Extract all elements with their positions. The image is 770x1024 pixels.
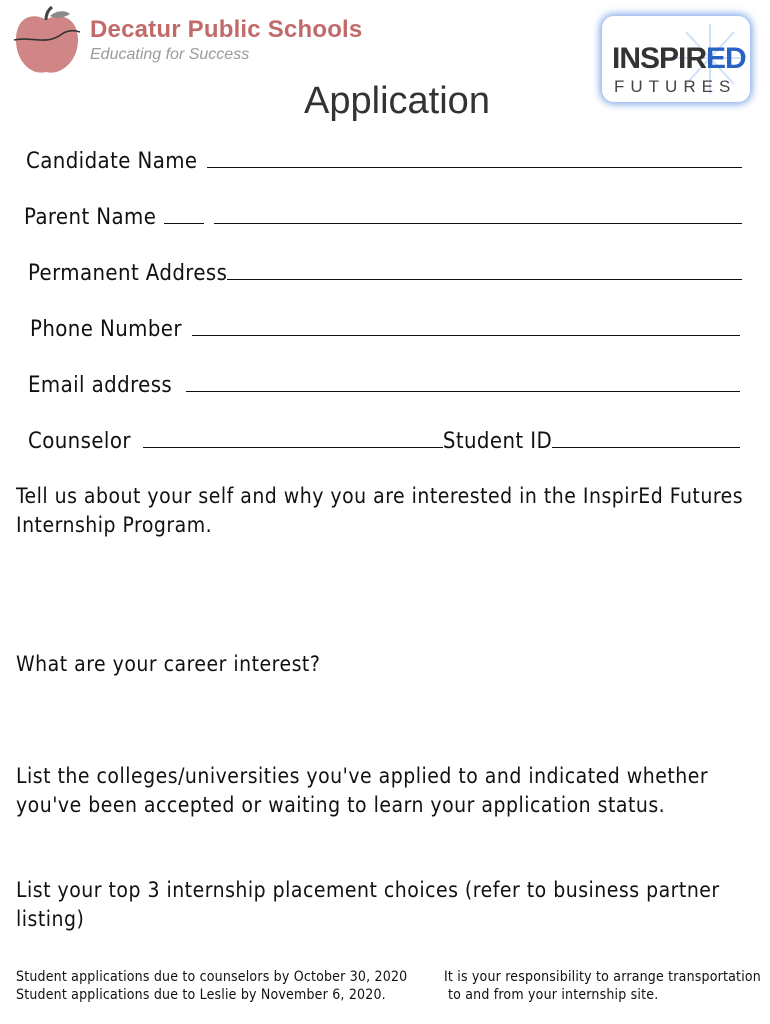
- school-name: Decatur Public Schools: [90, 16, 363, 43]
- email-address-label: Email address: [28, 373, 173, 398]
- question-about-yourself: Tell us about your self and why you are interested in the InspirEd Futures Internship Program.: [16, 484, 744, 537]
- permanent-address-label: Permanent Address: [28, 261, 228, 286]
- candidate-name-field[interactable]: [26, 144, 742, 174]
- svg-text:INSPIRED: [612, 42, 746, 75]
- phone-number-line[interactable]: [192, 335, 740, 336]
- student-id-label: Student ID: [442, 429, 553, 454]
- footer-deadline-counselors: Student applications due to counselors by October 30, 2020: [16, 969, 408, 985]
- permanent-address-field[interactable]: [28, 256, 742, 286]
- parent-name-line[interactable]: [214, 223, 742, 224]
- logo-word-ed: ED: [706, 42, 746, 75]
- footer-transportation-note: It is your responsibility to arrange transportation: [444, 969, 761, 985]
- email-address-line[interactable]: [186, 391, 740, 392]
- question-career-interest: What are your career interest?: [16, 652, 321, 676]
- counselor-student-id-field[interactable]: [28, 424, 740, 454]
- candidate-name-line[interactable]: [207, 167, 742, 168]
- logo-word-futures: FUTURES: [614, 77, 737, 96]
- footer-transportation-note-2: to and from your internship site.: [448, 987, 659, 1003]
- question-colleges-applied: List the colleges/universities you've applied to and indicated whether you've been accepted or waiting to learn your application status.: [16, 764, 709, 817]
- permanent-address-line[interactable]: [227, 279, 742, 280]
- apple-logo-icon: [12, 6, 82, 78]
- logo-word-inspir: INSPIR: [612, 42, 707, 75]
- phone-number-label: Phone Number: [30, 317, 182, 342]
- student-id-line[interactable]: [552, 447, 740, 448]
- candidate-name-label: Candidate Name: [26, 149, 198, 174]
- footer-deadline-leslie: Student applications due to Leslie by November 6, 2020.: [16, 987, 386, 1003]
- school-tagline: Educating for Success: [90, 46, 250, 63]
- phone-number-field[interactable]: [30, 312, 740, 342]
- counselor-label: Counselor: [28, 429, 131, 454]
- parent-name-label: Parent Name: [24, 205, 157, 230]
- email-address-field[interactable]: [28, 368, 740, 398]
- question-internship-choices: List your top 3 internship placement choices (refer to business partner listing): [16, 878, 720, 931]
- counselor-line[interactable]: [143, 447, 443, 448]
- page-title: Application: [304, 80, 490, 122]
- parent-name-short-line[interactable]: [164, 223, 204, 224]
- parent-name-field[interactable]: [24, 200, 742, 230]
